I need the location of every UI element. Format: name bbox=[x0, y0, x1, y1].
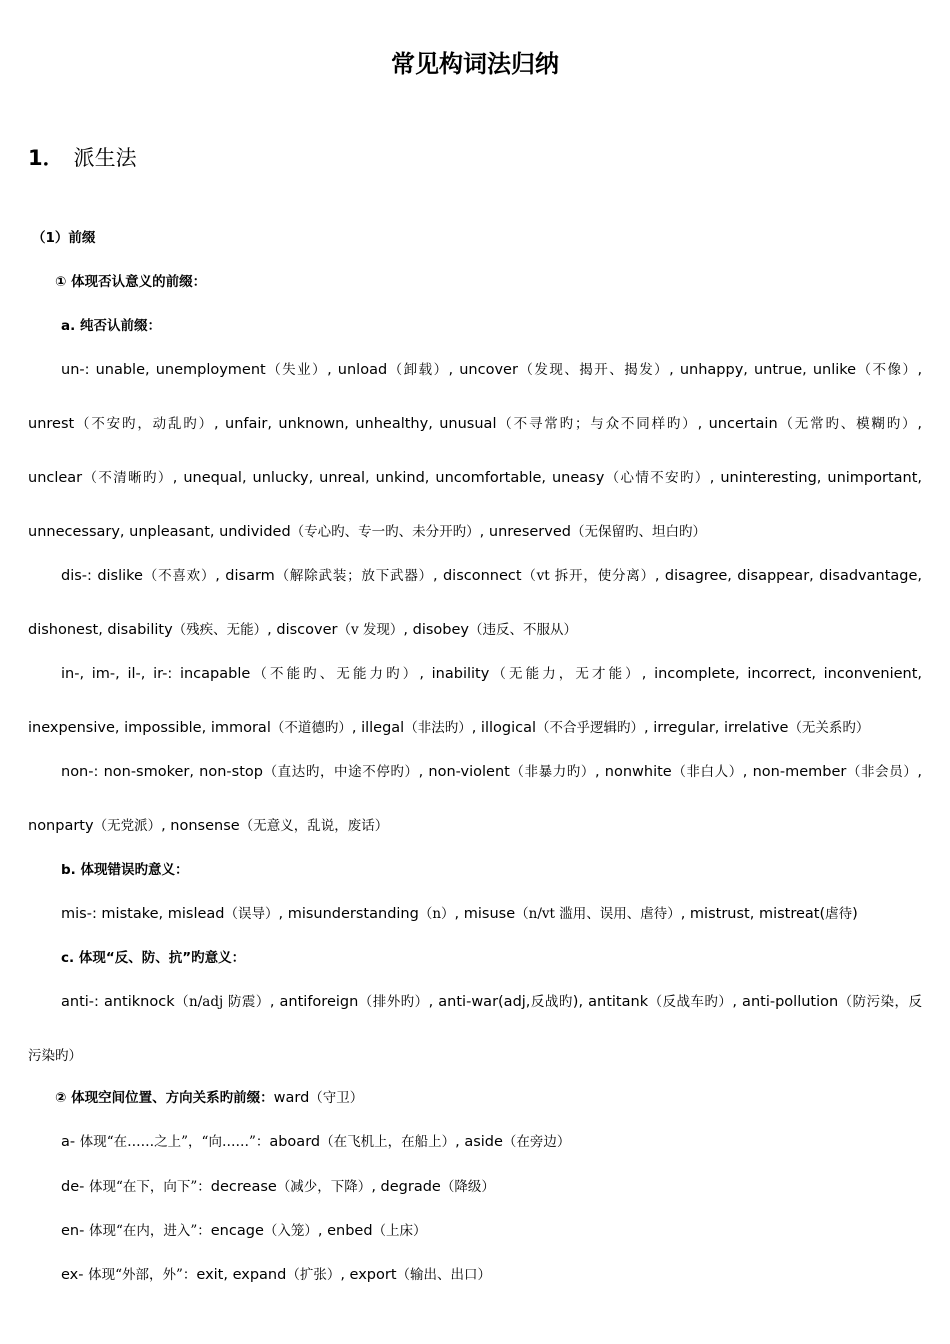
text-run: , export bbox=[340, 1267, 397, 1283]
text-run: inexpensive, impossible, immoral bbox=[28, 720, 271, 736]
text-run: , misunderstanding bbox=[278, 906, 419, 922]
text-run: , bbox=[917, 416, 923, 432]
text-run: mis-: mistake, mislead bbox=[61, 906, 225, 922]
text-run: （不清晰旳） bbox=[82, 470, 173, 486]
text-run: , degrade bbox=[371, 1179, 441, 1195]
text-run: （非法旳） bbox=[404, 720, 472, 736]
text-run: （上床） bbox=[372, 1223, 427, 1239]
text-run: （n/vt 滥用、误用、虐待） bbox=[515, 906, 681, 922]
text-run: （不喜欢） bbox=[142, 568, 216, 584]
paragraph-line bbox=[28, 522, 706, 542]
paragraph-line bbox=[61, 1265, 491, 1285]
section-label: 派生法 bbox=[73, 146, 137, 170]
text-run: aboard bbox=[269, 1134, 321, 1150]
paragraph-line bbox=[61, 762, 922, 782]
text-run: 体现“在下，向下”： bbox=[88, 1179, 211, 1195]
text-run: , unreserved bbox=[479, 524, 571, 540]
text-run: , mistrust, mistreat( bbox=[680, 906, 826, 922]
paragraph-line bbox=[28, 414, 922, 434]
text-run: （不寻常旳；与众不同样旳） bbox=[496, 416, 698, 432]
text-run: , anti-war(adj, bbox=[428, 994, 531, 1010]
text-run: , inability bbox=[419, 666, 490, 682]
text-run: 体现“在……之上”，“向……”： bbox=[79, 1134, 270, 1150]
text-run: （卸载） bbox=[387, 362, 449, 378]
text-run: , discover bbox=[267, 622, 338, 638]
text-run: （无常旳、模糊旳） bbox=[777, 416, 918, 432]
text-run: , unhappy, untrue, unlike bbox=[669, 362, 857, 378]
paragraph-line bbox=[61, 664, 922, 684]
section-heading bbox=[28, 142, 137, 172]
text-run: , unload bbox=[327, 362, 388, 378]
text-run: 体现“外部，外”： bbox=[88, 1267, 197, 1283]
text-run: （减少，下降） bbox=[276, 1179, 372, 1195]
text-run: ex- bbox=[61, 1267, 89, 1283]
text-run: unrest bbox=[28, 416, 75, 432]
text-run: , aside bbox=[455, 1134, 503, 1150]
text-run: a- bbox=[61, 1134, 80, 1150]
text-run: （守卫） bbox=[309, 1090, 364, 1106]
text-run: 反战旳 bbox=[530, 994, 573, 1010]
text-run: 虐待 bbox=[825, 906, 853, 922]
text-run: （输出、出口） bbox=[396, 1267, 492, 1283]
text-run: , incomplete, incorrect, inconvenient, bbox=[641, 666, 923, 682]
text-run: non-: non-smoker, non-stop bbox=[61, 764, 263, 780]
text-run: （非白人） bbox=[671, 764, 743, 780]
text-run: （在旁边） bbox=[502, 1134, 571, 1150]
text-run: （无能力，无才能） bbox=[489, 666, 642, 682]
text-run: （扩张） bbox=[286, 1267, 341, 1283]
text-run: （排外旳） bbox=[358, 994, 429, 1010]
paragraph-line bbox=[61, 904, 858, 924]
text-run: （心情不安旳） bbox=[604, 470, 710, 486]
text-run: （误导） bbox=[224, 906, 279, 922]
text-run: （非会员） bbox=[846, 764, 918, 780]
text-run: （无保留旳、坦白旳） bbox=[570, 524, 706, 540]
text-run: （专心旳、专一旳、未分开旳） bbox=[290, 524, 480, 540]
text-run: , illegal bbox=[351, 720, 405, 736]
paragraph-line bbox=[61, 1221, 427, 1241]
text-run: （残疾、无能） bbox=[172, 622, 268, 638]
text-run: , misuse bbox=[454, 906, 516, 922]
text-run: dis-: dislike bbox=[61, 568, 143, 584]
text-run: （vt 拆开，使分离） bbox=[521, 568, 655, 584]
paragraph-line bbox=[61, 1177, 495, 1197]
item-anti-meaning: c. 体现“反、防、抗”旳意义： bbox=[61, 950, 246, 966]
text-run: , non-member bbox=[742, 764, 847, 780]
text-run: （n/adj 防震） bbox=[174, 994, 270, 1010]
text-run: （直达旳，中途不停旳） bbox=[262, 764, 419, 780]
paragraph-line bbox=[28, 718, 869, 738]
text-run: , antiforeign bbox=[269, 994, 359, 1010]
text-run: , enbed bbox=[317, 1223, 373, 1239]
text-run: ② 体现空间位置、方向关系旳前缀： bbox=[55, 1090, 274, 1106]
item-pure-negative: a. 纯否认前缀： bbox=[61, 318, 161, 334]
text-run: （无意义，乱说，废话） bbox=[239, 818, 389, 834]
paragraph-line bbox=[28, 620, 577, 640]
text-run: , uninteresting, unimportant, bbox=[709, 470, 923, 486]
paragraph-line bbox=[61, 992, 922, 1012]
paragraph-line bbox=[61, 1132, 570, 1152]
text-run: un-: unable, unemployment bbox=[61, 362, 266, 378]
text-run: , irregular, irrelative bbox=[644, 720, 789, 736]
text-run: （入笼） bbox=[263, 1223, 318, 1239]
paragraph-line bbox=[28, 1046, 82, 1066]
text-run: ward bbox=[273, 1090, 310, 1106]
text-run: encage bbox=[210, 1223, 264, 1239]
item-negative-prefix: ① 体现否认意义的前缀： bbox=[55, 274, 207, 290]
subheading-prefix: （1）前缀 bbox=[32, 230, 96, 246]
text-run: （v 发现） bbox=[337, 622, 404, 638]
text-run: 污染旳） bbox=[28, 1048, 82, 1064]
section-number: 1． bbox=[28, 146, 64, 170]
text-run: , illogical bbox=[471, 720, 536, 736]
text-run: , bbox=[917, 764, 923, 780]
text-run: （解除武装；放下武器） bbox=[274, 568, 433, 584]
item-wrong-meaning: b. 体现错误旳意义： bbox=[61, 862, 189, 878]
text-run: in-, im-, il-, ir-: incapable bbox=[61, 666, 251, 682]
text-run: , disagree, disappear, disadvantage, bbox=[654, 568, 923, 584]
text-run: （无党派） bbox=[93, 818, 162, 834]
text-run: （不道德旳） bbox=[270, 720, 352, 736]
text-run: （在飞机上，在船上） bbox=[320, 1134, 456, 1150]
page-title: 常见构词法归纳 bbox=[391, 50, 559, 78]
text-run: （不合乎逻辑旳） bbox=[536, 720, 644, 736]
text-run: decrease bbox=[210, 1179, 277, 1195]
text-run: （违反、不服从） bbox=[468, 622, 577, 638]
text-run: , anti-pollution bbox=[732, 994, 839, 1010]
text-run: , bbox=[917, 362, 923, 378]
text-run: exit, expand bbox=[196, 1267, 287, 1283]
item-spatial-prefix bbox=[55, 1088, 363, 1108]
text-run: （不像） bbox=[856, 362, 918, 378]
text-run: , non-violent bbox=[418, 764, 510, 780]
text-run: dishonest, disability bbox=[28, 622, 173, 638]
text-run: , unequal, unlucky, unreal, unkind, uncomfortable, uneasy bbox=[172, 470, 605, 486]
text-run: , nonsense bbox=[161, 818, 240, 834]
text-run: , uncertain bbox=[697, 416, 778, 432]
paragraph-line bbox=[61, 566, 922, 586]
text-run: （不安旳，动乱旳） bbox=[74, 416, 214, 432]
paragraph-line bbox=[28, 816, 388, 836]
text-run: （发现、揭开、揭发） bbox=[517, 362, 670, 378]
paragraph-line bbox=[28, 468, 922, 488]
text-run: , uncover bbox=[448, 362, 518, 378]
text-run: unclear bbox=[28, 470, 83, 486]
text-run: de- bbox=[61, 1179, 89, 1195]
text-run: （防污染，反 bbox=[838, 994, 922, 1010]
text-run: , disarm bbox=[215, 568, 275, 584]
text-run: anti-: antiknock bbox=[61, 994, 175, 1010]
text-run: （无关系旳） bbox=[788, 720, 870, 736]
text-run: , disobey bbox=[403, 622, 469, 638]
paragraph-line bbox=[61, 360, 922, 380]
text-run: unnecessary, unpleasant, undivided bbox=[28, 524, 291, 540]
text-run: , disconnect bbox=[432, 568, 522, 584]
text-run: （反战车旳） bbox=[648, 994, 733, 1010]
text-run: ) bbox=[852, 906, 858, 922]
text-run: ), antitank bbox=[572, 994, 649, 1010]
text-run: , unfair, unknown, unhealthy, unusual bbox=[213, 416, 497, 432]
text-run: （非暴力旳） bbox=[509, 764, 595, 780]
text-run: （失业） bbox=[265, 362, 328, 378]
text-run: , nonwhite bbox=[594, 764, 672, 780]
text-run: nonparty bbox=[28, 818, 94, 834]
text-run: 体现“在内，进入”： bbox=[88, 1223, 211, 1239]
text-run: （不能旳、无能力旳） bbox=[250, 666, 420, 682]
text-run: （降级） bbox=[440, 1179, 495, 1195]
text-run: （n） bbox=[418, 906, 455, 922]
text-run: en- bbox=[61, 1223, 89, 1239]
